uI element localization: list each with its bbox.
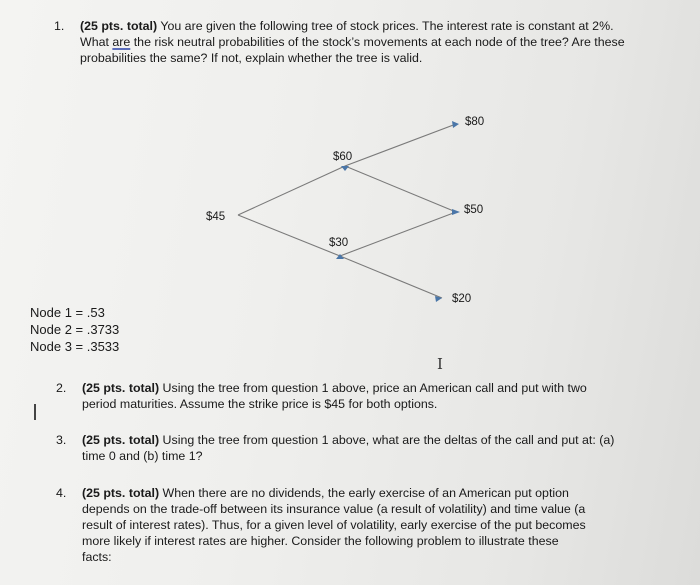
tree-edge-up-middle [345, 166, 456, 212]
arrow-icon-middle [452, 209, 460, 215]
question-3-number: 3. [56, 433, 67, 447]
question-1-number: 1. [54, 19, 65, 33]
arrow-icon-upup [452, 121, 459, 128]
tree-node-root: $45 [206, 211, 226, 223]
answer-node-3: Node 3 = .3533 [30, 339, 120, 354]
tree-edge-root-down [238, 215, 340, 256]
tree-edge-down-downdown [340, 256, 442, 298]
tree-node-middle: $50 [464, 204, 484, 216]
tree-node-down: $30 [329, 237, 349, 249]
question-4 [56, 485, 587, 565]
tree-edge-root-up [238, 166, 345, 215]
question-2-number: 2. [56, 381, 67, 395]
question-2 [56, 380, 622, 412]
question-4-points: (25 pts. total) [82, 486, 160, 500]
tree-edge-down-middle [340, 212, 456, 256]
question-4-number: 4. [56, 486, 67, 500]
question-4-text: When there are no dividends, the early exercise of an American put option depends on the trade-off between its insurance value (a result of volatility) and time value (a result of interest rates). Thus, for a given level of volatility, early exercise of the put becomes more likely if interest rates are higher. Consider the following problem to illustrate these facts: [82, 486, 586, 564]
question-3-text: Using the tree from question 1 above, what are the deltas of the call and put at: (a) time 0 and (b) time 1? [82, 433, 615, 463]
text-cursor-icon: I [437, 355, 443, 373]
question-2-text: Using the tree from question 1 above, price an American call and put with two period maturities. Assume the strike price is $45 for both options. [82, 381, 587, 411]
question-3 [56, 432, 622, 464]
question-1-text-b: the risk neutral probabilities of the stock’s movements at each node of the tree? Are these probabilities the same? If not, explain whether the tree is valid. [80, 35, 625, 65]
tree-node-up: $60 [333, 151, 353, 163]
question-1-text-a: You are given the following tree of stock prices. The interest rate is constant at 2%. What [80, 19, 614, 49]
tree-node-down-down: $20 [452, 293, 472, 305]
answer-node-2: Node 2 = .3733 [30, 322, 120, 337]
question-3-points: (25 pts. total) [82, 433, 160, 447]
arrow-icon-up-node [341, 166, 349, 171]
tree-edge-up-upup [345, 124, 456, 166]
question-1-points: (25 pts. total) [80, 19, 158, 33]
answer-node-1: Node 1 = .53 [30, 305, 105, 320]
text-caret [34, 404, 36, 420]
question-1-underlined-word: are [112, 35, 131, 49]
tree-node-up-up: $80 [465, 116, 485, 128]
question-2-points: (25 pts. total) [82, 381, 160, 395]
